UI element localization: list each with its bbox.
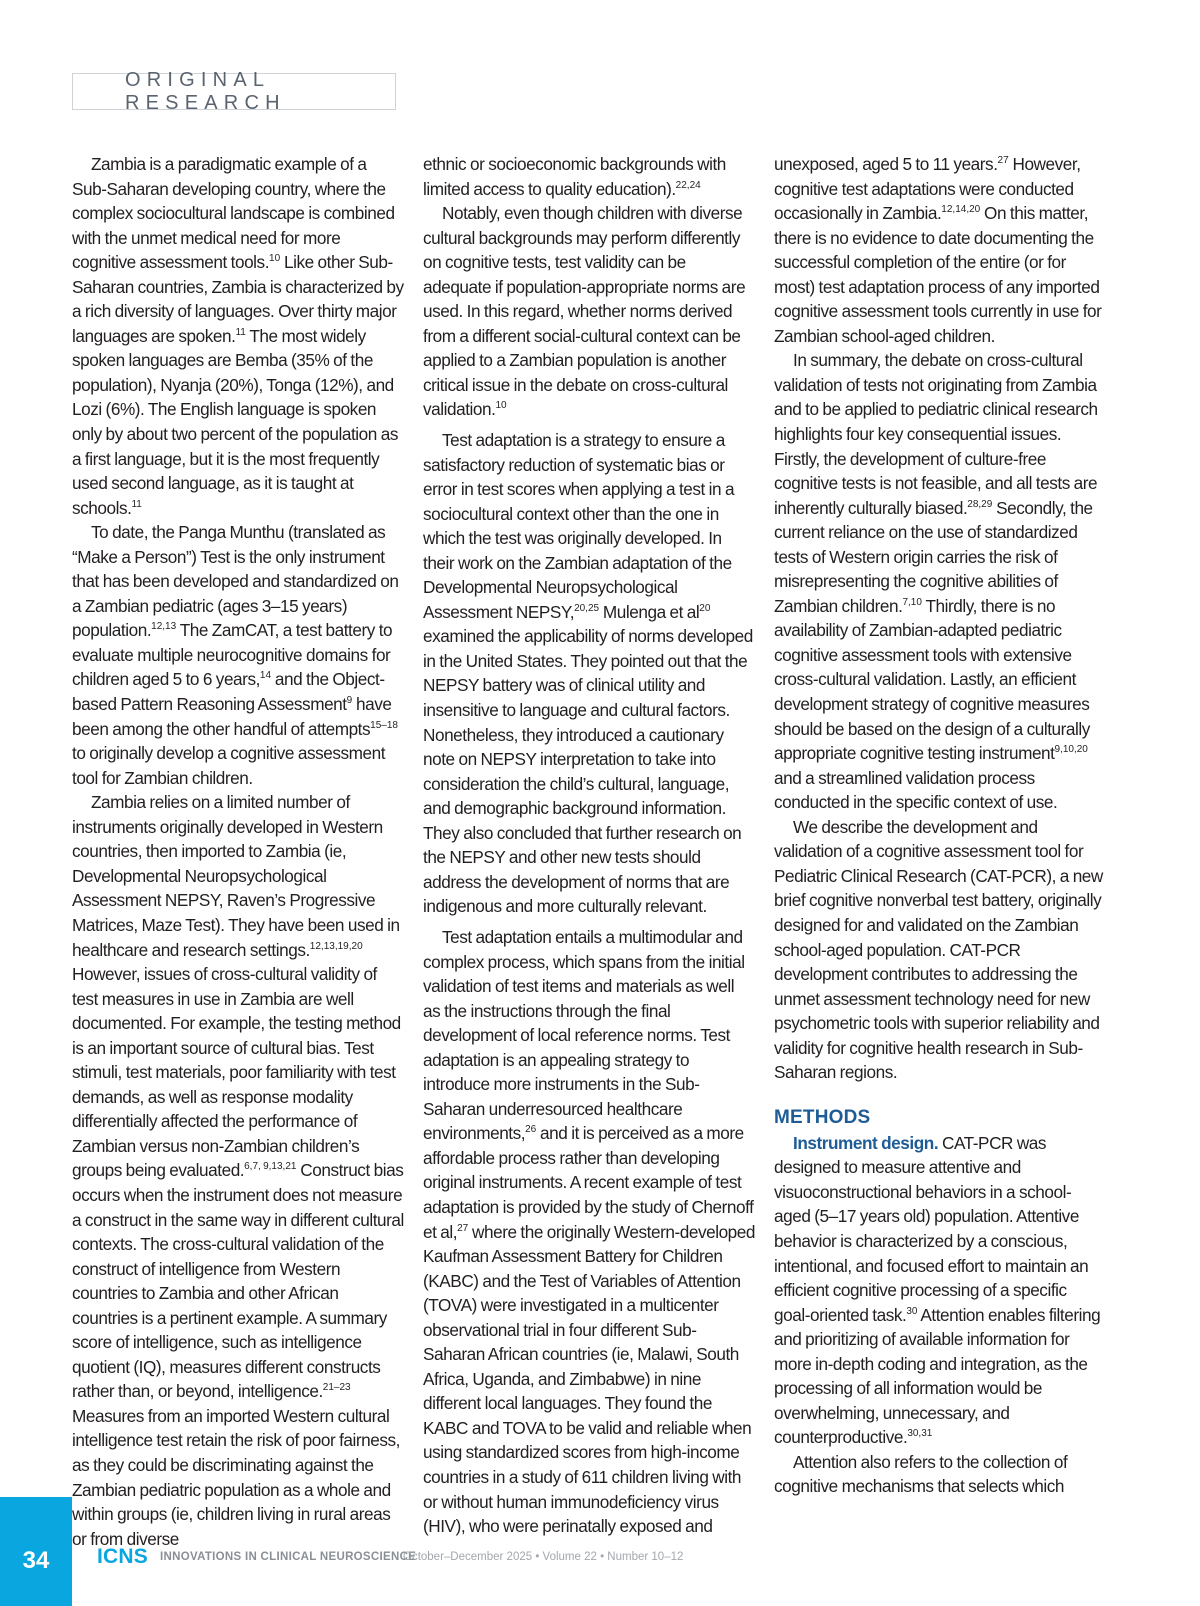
citation: 26 xyxy=(525,1124,537,1136)
citation: 10 xyxy=(495,400,507,412)
citation: 20,25 xyxy=(574,602,600,614)
paragraph: In summary, the debate on cross-cultural validation of tests not originating from Zambia and to be applied to pediatric clinical research highlights four key consequential issues. Firstly, the development of culture-free cognitive tests is not feasible, and all tests are inherently culturally biased.$^{28,29}$ Secondly, the current reliance on the use of standardized tests of Western origin carries the risk of misrepresenting the cognitive abilities of Zambian children.$^{7,10}$ Thirdly, there is no availability of Zambian-adapted pediatric cognitive assessment tools with extensive cross-cultural validation. Lastly, an efficient development strategy of cognitive measures should be based on the design of a culturally appropriate cognitive testing instrument$^{9,10,20}$ and a streamlined validation process conducted in the specific context of use. xyxy=(774,350,1098,813)
citation: 11 xyxy=(131,498,142,510)
paragraph: To date, the Panga Munthu (translated as “Make a Person”) Test is the only instrument that has been developed and standardized on a Zambian pediatric (ages 3–15 years) population.$^{12,13}$ The ZamCAT, a test battery to evaluate multiple neurocognitive domains for children aged 5 to 6 years,$^{14}$ and the Object-based Pattern Reasoning Assessment$^9$ have been among the other handful of attempts$^{15-18}$ to originally develop a cognitive assessment tool for Zambian children. xyxy=(72,522,399,788)
issue-info: October–December 2025 • Volume 22 • Number 10–12 xyxy=(403,1551,684,1563)
paragraph: unexposed, aged 5 to 11 years.$^{27}$ However, cognitive test adaptations were conducted occasionally in Zambia.$^{12,14,20}$ On this matter, there is no evidence to date documenting the successful completion of the entire (or for most) test adaptation process of any imported cognitive assessment tools currently in use for Zambian school-aged children. xyxy=(774,154,1102,346)
citation: 22,24 xyxy=(675,179,701,191)
paragraph: ethnic or socioeconomic backgrounds with limited access to quality education).$^{22,24}$ xyxy=(423,154,726,199)
text-column-3 xyxy=(774,152,1106,1499)
page-number: 34 xyxy=(0,1497,72,1606)
citation: 30 xyxy=(906,1305,918,1317)
text-column-1 xyxy=(72,152,404,1551)
citation: 11 xyxy=(235,326,246,338)
paragraph: Instrument design. CAT-PCR was designed to measure attentive and visuoconstructional behaviors in a school-aged (5–17 years old) population. Attentive behavior is characterized by a conscious, intentional, and focused effort to maintain an efficient cognitive processing of a specific goal-oriented task.$^{30}$ Attention enables filtering and prioritizing of available information for more in-depth coding and integration, as the processing of all information would be overwhelming, unnecessary, and counterproductive.$^{30,31}$ xyxy=(774,1132,1101,1448)
citation: 14 xyxy=(259,670,272,682)
citation: 28,29 xyxy=(967,498,993,510)
subsection-runin-heading: Instrument design. xyxy=(793,1132,939,1153)
citation: 10 xyxy=(269,253,281,265)
citation: 12,13,19,20 xyxy=(309,940,363,952)
citation: 27 xyxy=(457,1222,469,1234)
text-column-2 xyxy=(423,152,755,1539)
citation: 30,31 xyxy=(907,1428,933,1440)
citation: 27 xyxy=(997,155,1009,166)
citation: 7,10 xyxy=(902,596,922,608)
citation: 12,14,20 xyxy=(941,204,981,216)
journal-name: INNOVATIONS IN CLINICAL NEUROSCIENCE xyxy=(160,1551,417,1563)
citation: 15–18 xyxy=(370,719,398,731)
citation: 9 xyxy=(346,695,353,707)
paragraph: Test adaptation is a strategy to ensure a satisfactory reduction of systematic bias or error in test scores when applying a test in a sociocultural context other than the one in which the test was originally developed. In their work on the Zambian adaptation of the Developmental Neuropsychological Assessment NEPSY,$^{20,25}$ Mulenga et $al^{20}$ examined the applicability of norms developed in the United States. They pointed out that the NEPSY battery was of clinical utility and insensitive to language and cultural factors. Nonetheless, they introduced a cautionary note on NEPSY interpretation to take into consideration the child’s cultural, language, and demographic background information. They also concluded that further research on the NEPSY and other new tests should address the development of norms that are indigenous and more culturally relevant. xyxy=(423,430,753,917)
citation: 20 xyxy=(699,602,711,614)
paragraph: Zambia relies on a limited number of instruments originally developed in Western countries, then imported to Zambia (ie, Developmental Neuropsychological Assessment NEPSY, Raven’s Progressive Matrices, Maze Test). They have been used in healthcare and research settings.$^{12,13,19,20}$ However, issues of cross-cultural validity of test measures in use in Zambia are well documented. For example, the testing method is an important source of cultural bias. Test stimuli, test materials, poor familiarity with test demands, as well as response modality differentially affected the performance of Zambian versus non-Zambian children’s groups being evaluated.$^{6,7, 9,13,21}$ Construct bias occurs when the instrument does not measure a construct in the same way in different cultural contexts. The cross-cultural validation of the construct of intelligence from Western countries to Zambia and other African countries is a pertinent example. A summary score of intelligence, such as intelligence quotient (IQ), measures different constructs rather than, or beyond, intelligence.$^{21-23}$ Measures from an imported Western cultural intelligence test retain the risk of poor fairness, as they could be discriminating against the Zambian pediatric population as a whole and within groups (ie, children living in rural areas or from diverse xyxy=(72,792,404,1549)
paragraph: Zambia is a paradigmatic example of a Sub-Saharan developing country, where the complex sociocultural landscape is combined with the unmet medical need for more cognitive assessment tools.$^{10}$ Like other Sub-Saharan countries, Zambia is characterized by a rich diversity of languages. Over thirty major languages are spoken.$^{11}$ The most widely spoken languages are Bemba (35% of the population), Nyanja (20%), Tonga (12%), and Lozi (6%). The English language is spoken only by about two percent of the population as a first language, but it is the most frequently used second language, as it is taught at schools.$^{11}$ xyxy=(72,154,404,518)
section-label: ORIGINAL RESEARCH xyxy=(72,73,396,110)
journal-logo: ICNS xyxy=(97,1545,148,1568)
paragraph: Notably, even though children with diverse cultural backgrounds may perform differently on cognitive tests, test validity can be adequate if population-appropriate norms are used. In this regard, whether norms derived from a different social-cultural context can be applied to a Zambian population is another critical issue in the debate on cross-cultural validation.$^{10}$ xyxy=(423,203,746,420)
citation: 12,13 xyxy=(151,621,177,633)
methods-heading: METHODS xyxy=(774,1106,871,1128)
citation: 21–23 xyxy=(322,1382,351,1394)
citation: 9,10,20 xyxy=(1054,744,1088,756)
paragraph: We describe the development and validation of a cognitive assessment tool for Pediatric Clinical Research (CAT-PCR), a new brief cognitive nonverbal test battery, originally designed for and validated on the Zambian school-aged population. CAT-PCR development contributes to addressing the unmet assessment technology need for new psychometric tools with superior reliability and validity for cognitive health research in Sub-Saharan regions. xyxy=(774,816,1103,1083)
paragraph: Attention also refers to the collection of cognitive mechanisms that selects which xyxy=(774,1451,1068,1497)
paragraph: Test adaptation entails a multimodular and complex process, which spans from the initial validation of test items and materials as well as the instructions through the final development of local reference norms. Test adaptation is an appealing strategy to introduce more instruments in the Sub-Saharan underresourced healthcare environments,$^{26}$ and it is perceived as a more affordable process rather than developing original instruments. A recent example of test adaptation is provided by the study of Chernoff et al,$^{27}$ where the originally Western-developed Kaufman Assessment Battery for Children (KABC) and the Test of Variables of Attention (TOVA) were investigated in a multicenter observational trial in four different Sub-Saharan African countries (ie, Malawi, South Africa, Uganda, and Zimbabwe) in nine different local languages. They found the KABC and TOVA to be valid and reliable when using standardized scores from high-income countries in a study of 611 children living with or without human immunodeficiency virus (HIV), who were perinatally exposed and xyxy=(423,926,755,1537)
citation: 6,7, 9,13,21 xyxy=(244,1161,297,1173)
